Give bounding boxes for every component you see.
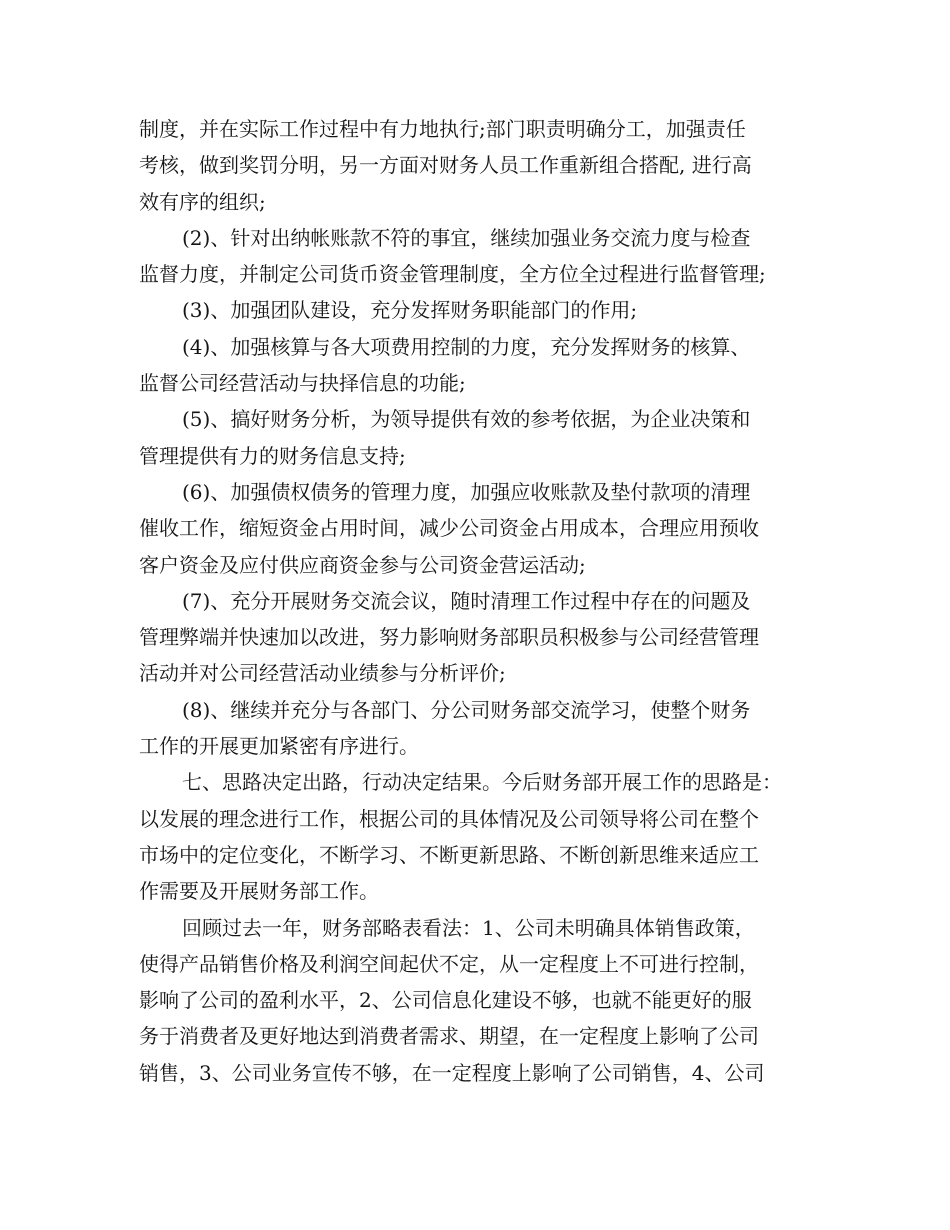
text-line: 活动并对公司经营活动业绩参与分析评价; <box>139 661 506 686</box>
text-line: 以发展的理念进行工作，根据公司的具体情况及公司领导将公司在整个 <box>139 806 759 831</box>
text-line: (7)、充分开展财务交流会议，随时清理工作过程中存在的问题及 <box>182 588 751 613</box>
text-line: 使得产品销售价格及利润空间起伏不定，从一定程度上不可进行控制， <box>139 951 759 976</box>
text-line: (6)、加强债权债务的管理力度，加强应收账款及垫付款项的清理 <box>182 479 751 504</box>
text-line: 影响了公司的盈利水平，2、公司信息化建设不够，也就不能更好的服 <box>139 988 752 1013</box>
text-line: 管理提供有力的财务信息支持; <box>139 443 406 468</box>
text-line: (3)、加强团队建设，充分发挥财务职能部门的作用; <box>182 298 638 323</box>
text-line: 催收工作，缩短资金占用时间，减少公司资金占用成本，合理应用预收 <box>139 516 759 541</box>
text-line: 务于消费者及更好地达到消费者需求、期望，在一定程度上影响了公司 <box>139 1024 759 1049</box>
text-line: 回顾过去一年，财务部略表看法：1、公司未明确具体销售政策， <box>182 915 755 940</box>
text-line: 七、思路决定出路，行动决定结果。今后财务部开展工作的思路是： <box>182 770 782 795</box>
text-line: 制度，并在实际工作过程中有力地执行;部门职责明确分工，加强责任 <box>139 117 746 141</box>
text-line: 工作的开展更加紧密有序进行。 <box>139 734 419 759</box>
text-line: 监督公司经营活动与抉择信息的功能; <box>139 371 466 396</box>
text-line: 销售，3、公司业务宣传不够，在一定程度上影响了公司销售，4、公司 <box>139 1060 765 1085</box>
text-line: 客户资金及应付供应商资金参与公司资金营运活动; <box>139 552 586 577</box>
text-line: (2)、针对出纳帐账款不符的事宜，继续加强业务交流力度与检查 <box>182 225 751 250</box>
text-line: 效有序的组织; <box>139 189 266 214</box>
text-line: 市场中的定位变化，不断学习、不断更新思路、不断创新思维来适应工 <box>139 842 759 867</box>
text-line: (4)、加强核算与各大项费用控制的力度，充分发挥财务的核算、 <box>182 334 751 359</box>
text-line: 监督力度，并制定公司货币资金管理制度，全方位全过程进行监督管理; <box>139 262 766 287</box>
text-line: (5)、搞好财务分析，为领导提供有效的参考依据，为企业决策和 <box>182 407 751 432</box>
text-line: (8)、继续并充分与各部门、分公司财务部交流学习，使整个财务 <box>182 697 751 722</box>
text-line: 管理弊端并快速加以改进，努力影响财务部职员积极参与公司经营管理 <box>139 625 759 650</box>
text-line: 作需要及开展财务部工作。 <box>139 879 379 904</box>
text-line: 考核，做到奖罚分明，另一方面对财务人员工作重新组合搭配, 进行高 <box>139 153 752 178</box>
document-body <box>139 111 819 1091</box>
